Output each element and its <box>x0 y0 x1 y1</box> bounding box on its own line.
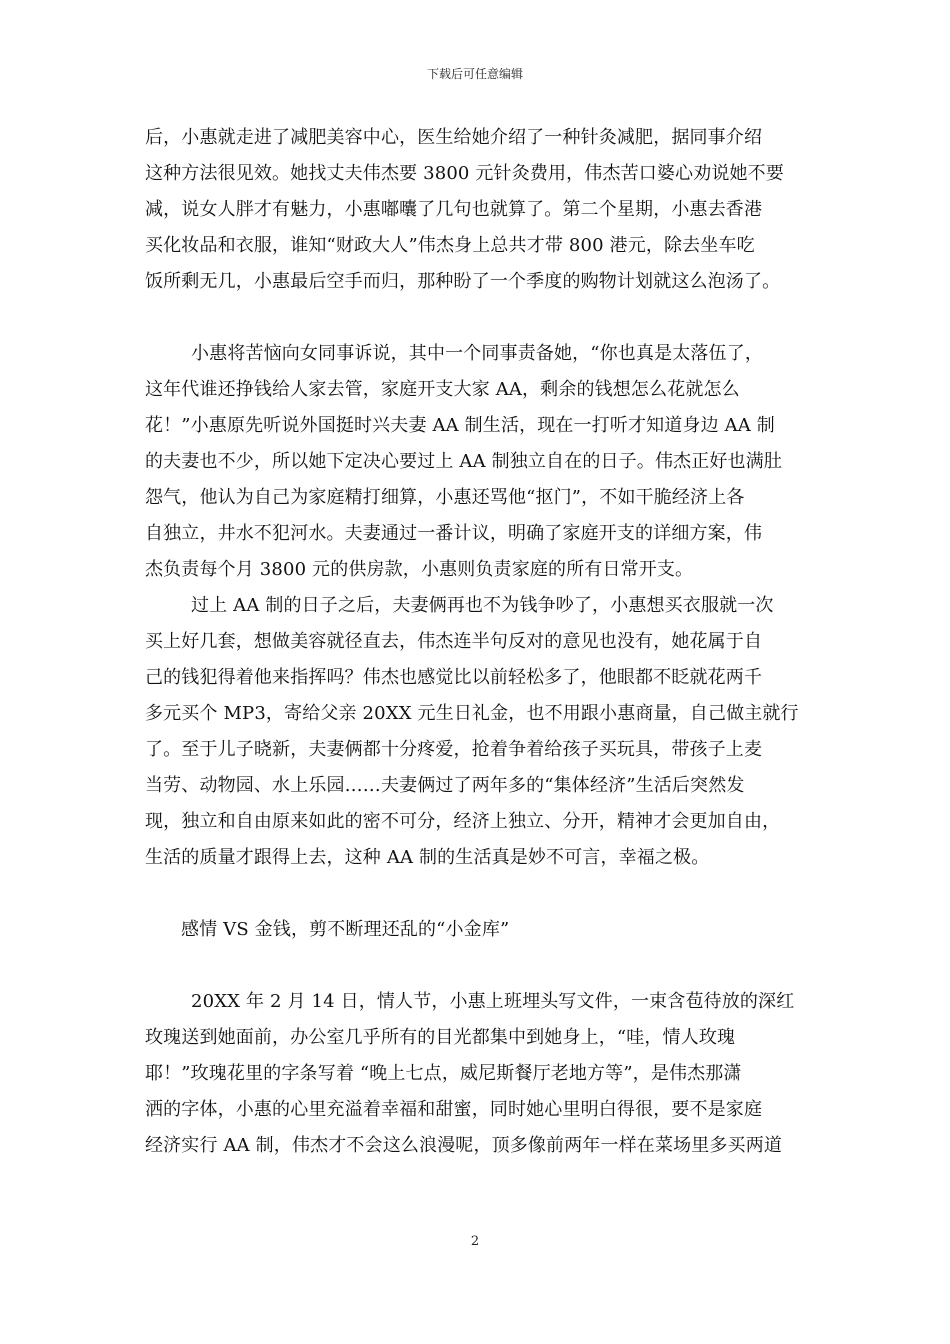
text-line: 玫瑰送到她面前，办公室几乎所有的目光都集中到她身上，“哇，情人玫瑰 <box>145 1027 736 1048</box>
text-line: 多元买个 MP3，寄给父亲 20XX 元生日礼金，也不用跟小惠商量，自己做主就行 <box>145 703 799 724</box>
text-line: 买上好几套，想做美容就径直去，伟杰连半句反对的意见也没有，她花属于自 <box>145 631 763 652</box>
paragraph-spacer <box>145 300 825 336</box>
text-line: 花！”小惠原先听说外国挺时兴夫妻 AA 制生活，现在一打听才知道身边 AA 制 <box>145 415 775 436</box>
text-line: 后，小惠就走进了减肥美容中心，医生给她介绍了一种针灸减肥，据同事介绍 <box>145 127 763 148</box>
text-line: 洒的字体，小惠的心里充溢着幸福和甜蜜，同时她心里明白得很，要不是家庭 <box>145 1099 763 1120</box>
section-heading: 感情 VS 金钱，剪不断理还乱的“小金库” <box>181 919 510 940</box>
text-line: 了。至于儿子晓新，夫妻俩都十分疼爱，抢着争着给孩子买玩具，带孩子上麦 <box>145 739 763 760</box>
paragraph-spacer <box>145 948 825 984</box>
paragraph-spacer <box>145 876 825 912</box>
document-body <box>145 120 825 1164</box>
paragraph-4 <box>145 984 825 1164</box>
text-line: 饭所剩无几，小惠最后空手而归，那种盼了一个季度的购物计划就这么泡汤了。 <box>145 271 781 292</box>
paragraph-3 <box>145 588 825 876</box>
text-line: 现，独立和自由原来如此的密不可分，经济上独立、分开，精神才会更加自由， <box>145 811 781 832</box>
text-line: 过上 AA 制的日子之后，夫妻俩再也不为钱争吵了，小惠想买衣服就一次 <box>191 595 774 616</box>
page-header: 下载后可任意编辑 <box>426 67 523 81</box>
text-line: 生活的质量才跟得上去，这种 AA 制的生活真是妙不可言，幸福之极。 <box>145 847 710 868</box>
text-line: 经济实行 AA 制，伟杰才不会这么浪漫呢，顶多像前两年一样在菜场里多买两道 <box>145 1135 782 1156</box>
page-number: 2 <box>470 1234 480 1249</box>
text-line: 这种方法很见效。她找丈夫伟杰要 3800 元针灸费用，伟杰苦口婆心劝说她不要 <box>145 163 784 184</box>
text-line: 杰负责每个月 3800 元的供房款，小惠则负责家庭的所有日常开支。 <box>145 559 694 580</box>
paragraph-2 <box>145 336 825 588</box>
text-line: 耶！”玫瑰花里的字条写着 “晚上七点，威尼斯餐厅老地方等”，是伟杰那潇 <box>145 1063 742 1084</box>
text-line: 当劳、动物园、水上乐园……夫妻俩过了两年多的“集体经济”生活后突然发 <box>145 775 745 796</box>
text-line: 自独立，井水不犯河水。夫妻通过一番计议，明确了家庭开支的详细方案，伟 <box>145 523 763 544</box>
paragraph-1 <box>145 120 825 300</box>
text-line: 己的钱犯得着他来指挥吗？伟杰也感觉比以前轻松多了，他眼都不眨就花两千 <box>145 667 763 688</box>
text-line: 买化妆品和衣服，谁知“财政大人”伟杰身上总共才带 800 港元，除去坐车吃 <box>145 235 755 256</box>
text-line: 减，说女人胖才有魅力，小惠嘟囔了几句也就算了。第二个星期，小惠去香港 <box>145 199 763 220</box>
text-line: 这年代谁还挣钱给人家去管，家庭开支大家 AA，剩余的钱想怎么花就怎么 <box>145 379 740 400</box>
text-line: 20XX 年 2 月 14 日，情人节，小惠上班埋头写文件，一束含苞待放的深红 <box>191 991 795 1012</box>
text-line: 怨气，他认为自己为家庭精打细算，小惠还骂他“抠门”，不如干脆经济上各 <box>145 487 745 508</box>
text-line: 小惠将苦恼向女同事诉说，其中一个同事责备她，“你也真是太落伍了， <box>191 343 763 364</box>
text-line: 的夫妻也不少，所以她下定决心要过上 AA 制独立自在的日子。伟杰正好也满肚 <box>145 451 782 472</box>
